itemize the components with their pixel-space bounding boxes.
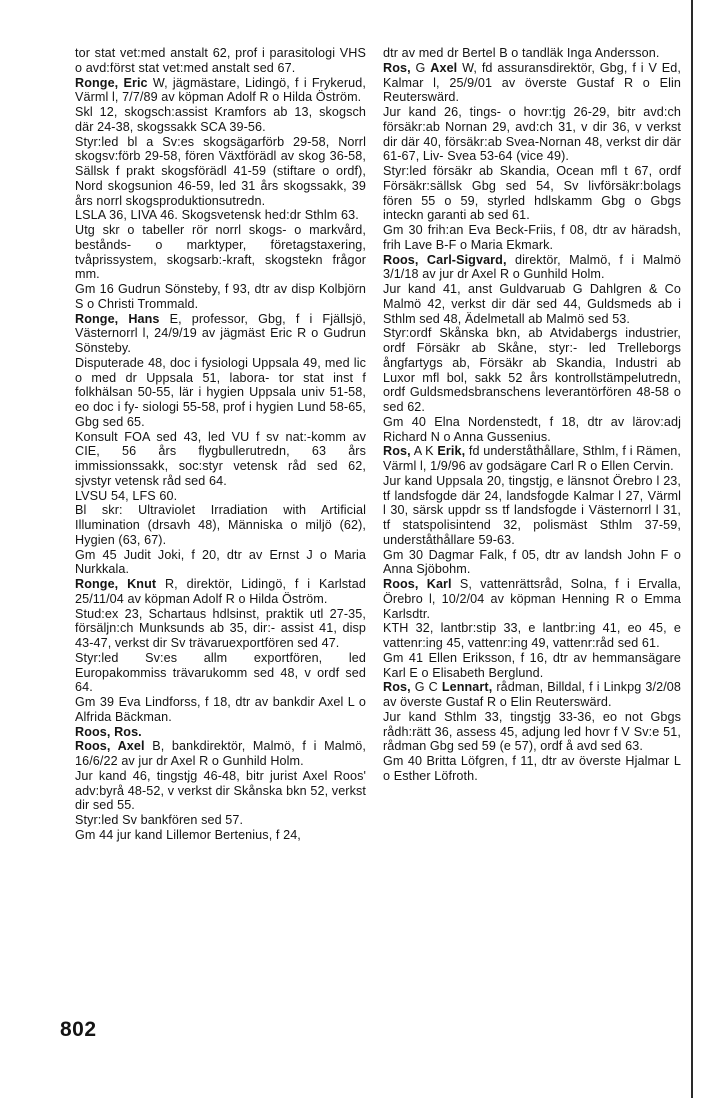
- entry-text: Gm 30 Dagmar Falk, f 05, dtr av landsh John F o Anna Sjöbohm.: [383, 547, 681, 577]
- entry-paragraph: [75, 208, 366, 223]
- entry-text: A K: [410, 444, 438, 459]
- entry-paragraph: [75, 489, 366, 504]
- entry-name: Roos, Ros.: [75, 724, 142, 739]
- entry-text: Gm 40 Britta Löfgren, f 11, dtr av överste Hjalmar L o Esther Löfroth.: [383, 754, 681, 783]
- entry-text: KTH 32, lantbr:stip 33, e lantbr:ing 41, eo 45, e vattenr:ing 45, vattenr:ing 49, vattenr:råd sed 61.: [383, 621, 681, 650]
- entry-name: Ronge, Eric: [75, 75, 148, 90]
- entry-name: Roos, Axel: [75, 739, 145, 754]
- entry-text: Gm 45 Judit Joki, f 20, dtr av Ernst J o Maria Nurkkala.: [75, 547, 366, 577]
- entry-name: Lennart,: [441, 680, 493, 695]
- entry-paragraph: [383, 621, 681, 651]
- entry-paragraph: [75, 46, 366, 76]
- entry-text: Gm 30 frih:an Eva Beck-Friis, f 08, dtr av häradsh, frih Lave B-F o Maria Ekmark.: [383, 223, 681, 252]
- entry-text: R, direktör, Lidingö, f i Karlstad 25/11/04 av köpman Adolf R o Hilda Öström.: [75, 577, 366, 606]
- entry-name: Ros,: [383, 444, 411, 459]
- entry-paragraph: [75, 223, 366, 282]
- entry-paragraph: [383, 754, 681, 784]
- entry-paragraph: [75, 282, 366, 312]
- entry-text: Jur kand Sthlm 33, tingstjg 33-36, eo not Gbgs rådh:rätt 36, assess 45, adjung led hovr f V Sv:e 51, rådman Gbg sed 59 (e 57), ordf å avd sed 63.: [383, 709, 681, 754]
- entry-paragraph: [383, 164, 681, 223]
- entry-paragraph: [383, 444, 681, 474]
- entry-name: Erik,: [437, 444, 466, 459]
- entry-paragraph: [75, 813, 366, 828]
- entry-text: Gm 44 jur kand Lillemor Bertenius, f 24,: [75, 827, 301, 842]
- entry-paragraph: [383, 474, 681, 548]
- entry-paragraph: [75, 695, 366, 725]
- entry-paragraph: [383, 46, 681, 61]
- entry-text: G: [410, 60, 431, 75]
- entry-text: Utg skr o tabeller rör norrl skogs- o markvård, bestånds- o marktyper, företagstaxering, tvåprissystem, skogsarb:-kraft, skogstekn frågor mm.: [75, 223, 366, 282]
- entry-text: E, professor, Gbg, f i Fjällsjö, Västernorrl l, 24/9/19 av jägmäst Eric R o Gudrun Sönsteby.: [75, 311, 367, 355]
- entry-paragraph: [383, 282, 681, 326]
- entry-text: LVSU 54, LFS 60.: [75, 488, 178, 503]
- entry-text: G C: [410, 680, 442, 695]
- entry-text: Jur kand 46, tingstjg 46-48, bitr jurist Axel Roos' adv:byrå 48-52, v verkst dir Skånska bkn 52, verkst dir sed 55.: [75, 768, 366, 813]
- entry-text: Styr:led bl a Sv:es skogsägarförb 29-58, Norrl skogsv:förb 29-58, fören Växtförädl av skog 36-58, Sällsk f prakt skogsförädl 41-59 (stiftare o ordf), Nord skogsunion 46-59, led 31 års skogssakk, 39 års norrl skogsproduktionsutredn.: [75, 134, 366, 208]
- entry-paragraph: [383, 710, 681, 754]
- entry-text: Gm 41 Ellen Eriksson, f 16, dtr av hemmansägare Karl E o Elisabeth Berglund.: [383, 650, 681, 680]
- entry-paragraph: [75, 607, 366, 651]
- entry-paragraph: [75, 312, 366, 356]
- entry-text: rådman, Billdal, f i Linkpg 3/2/08 av överste Gustaf R o Elin Reuterswärd.: [383, 680, 681, 709]
- entry-text: Styr:led försäkr ab Skandia, Ocean mfl t 67, ordf Försäkr:sällsk Gbg sed 54, Sv livförsäkr:bolags fören 55 o 59, styrled hdlskamm Gbg o Gbgs inteckn garanti ab sed 61.: [383, 164, 681, 223]
- entry-paragraph: [75, 769, 366, 813]
- entry-text: Bl skr: Ultraviolet Irradiation with Artificial Illumination (drsavh 48), Människa o miljö (62), Hygien (63, 67).: [75, 503, 366, 547]
- right-column: [383, 46, 681, 784]
- page-edge-rule: [691, 0, 693, 1098]
- entry-text: W, fd assuransdirektör, Gbg, f i V Ed, Kalmar l, 25/9/01 av överste Gustaf R o Elin Reuterswärd.: [383, 60, 682, 105]
- entry-paragraph: [383, 253, 681, 283]
- entry-text: Stud:ex 23, Schartaus hdlsinst, praktik utl 27-35, försäljn:ch Munksunds ab 35, dir:- assist 41, disp 43-47, verkst dir Sv trävaruexportfören sed 47.: [75, 606, 366, 650]
- entry-name: Roos, Carl-Sigvard,: [383, 252, 507, 267]
- entry-paragraph: [383, 548, 681, 578]
- entry-text: direktör, Malmö, f i Malmö 3/1/18 av jur dr Axel R o Gunhild Holm.: [383, 252, 681, 282]
- entry-paragraph: [75, 739, 366, 769]
- entry-paragraph: [75, 548, 366, 578]
- entry-paragraph: [383, 61, 681, 105]
- entry-paragraph: [383, 223, 681, 253]
- entry-text: S, vattenrättsråd, Solna, f i Ervalla, Örebro l, 10/2/04 av köpman Henning R o Emma Karlsdtr.: [383, 577, 681, 621]
- page-number: 802: [60, 1018, 97, 1041]
- entry-name: Ros,: [383, 60, 411, 75]
- entry-paragraph: [383, 326, 681, 415]
- left-column: [75, 46, 366, 843]
- entry-text: B, bankdirektör, Malmö, f i Malmö, 16/6/22 av jur dr Axel R o Gunhild Holm.: [75, 739, 366, 768]
- entry-text: Gm 40 Elna Nordenstedt, f 18, dtr av lärov:adj Richard N o Anna Gussenius.: [383, 414, 681, 444]
- entry-text: Skl 12, skogsch:assist Kramfors ab 13, skogsch där 24-38, skogssakk SCA 39-56.: [75, 105, 366, 134]
- entry-text: Jur kand 26, tings- o hovr:tjg 26-29, bitr avd:ch försäkr:ab Nornan 29, avd:ch 31, v dir 36, v verkst dir där 40, försäkr:ab Svea-Nornan 48, verkst dir där 61-67, Liv- Svea 53-64 (vice 49).: [383, 105, 681, 164]
- entry-name: Ros,: [383, 680, 411, 695]
- entry-name: Roos, Karl: [383, 577, 452, 591]
- entry-paragraph: [75, 577, 366, 607]
- entry-paragraph: [75, 651, 366, 695]
- entry-text: tor stat vet:med anstalt 62, prof i parasitologi VHS o avd:först stat vet:med anstalt sed 67.: [75, 46, 366, 75]
- entry-text: fd underståthållare, Sthlm, f i Rämen, Värml l, 1/9/96 av godsägare Carl R o Ellen Cervin.: [383, 444, 682, 473]
- entry-text: Gm 16 Gudrun Sönsteby, f 93, dtr av disp Kolbjörn S o Christi Trommald.: [75, 282, 366, 311]
- entry-text: W, jägmästare, Lidingö, f i Frykerud, Värml l, 7/7/89 av köpman Adolf R o Hilda Öström.: [75, 75, 366, 105]
- entry-text: Jur kand Uppsala 20, tingstjg, e länsnot Örebro l 23, tf landsfogde där 24, landsfogde Kalmar l 27, Värml l 30, särsk uppdr ss tf landsfogde i Västernorrl l 31, tf statspolisintend 32, polismäst Sthlm 37-59, underståthållare 59-63.: [383, 473, 681, 547]
- entry-paragraph: [383, 680, 681, 710]
- entry-paragraph: [75, 430, 366, 489]
- entry-paragraph: [75, 105, 366, 135]
- entry-text: Styr:ordf Skånska bkn, ab Atvidabergs industrier, ordf Försäkr ab Skåne, styr:- led Trelleborgs ångfartygs ab, Försäkr ab Skandia, Industri ab Luxor mfl bol, sakk 52 års kontrollstämpelutredn, ordf Guldsmedsbranschens leverantörfören 48-58 o sed 62.: [383, 326, 681, 414]
- entry-paragraph: [75, 76, 366, 106]
- entry-text: Disputerade 48, doc i fysiologi Uppsala 49, med lic o med dr Uppsala 51, labora- tor stat inst f folkhälsan 50-55, lär i hygien Uppsala univ 51-58, eo doc i fy- siologi 55-58, prof i hygien Lund 58-65, Gbg sed 65.: [75, 355, 366, 429]
- entry-text: Konsult FOA sed 43, led VU f sv nat:-komm av CIE, 56 års flygbullerutredn, 63 års immissionssakk, soc:styr vetensk råd sed 62, sjvstyr vetensk råd sed 64.: [75, 429, 366, 488]
- entry-paragraph: [383, 577, 681, 621]
- entry-text: Styr:led Sv bankfören sed 57.: [75, 813, 244, 827]
- entry-text: Gm 39 Eva Lindforss, f 18, dtr av bankdir Axel L o Alfrida Bäckman.: [75, 695, 366, 724]
- entry-text: LSLA 36, LIVA 46. Skogsvetensk hed:dr Sthlm 63.: [75, 208, 359, 223]
- entry-paragraph: [75, 503, 366, 547]
- entry-paragraph: [75, 135, 366, 209]
- entry-name: Ronge, Hans: [75, 311, 160, 326]
- entry-text: dtr av med dr Bertel B o tandläk Inga Andersson.: [383, 46, 660, 60]
- entry-paragraph: [383, 415, 681, 445]
- entry-name: Axel: [430, 60, 458, 75]
- entry-text: Styr:led Sv:es allm exportfören, led Europakommiss trävarukomm sed 48, v ordf sed 64.: [75, 650, 366, 695]
- entry-paragraph: [383, 105, 681, 164]
- entry-paragraph: [75, 356, 366, 430]
- entry-paragraph: [383, 651, 681, 681]
- entry-name: Ronge, Knut: [75, 577, 157, 591]
- entry-paragraph: [75, 725, 366, 740]
- entry-paragraph: [75, 828, 366, 843]
- entry-text: Jur kand 41, anst Guldvaruab G Dahlgren & Co Malmö 42, verkst dir där sed 44, Guldsmeds ab i Sthlm sed 48, Ädelmetall ab Malmö sed 53.: [383, 282, 681, 326]
